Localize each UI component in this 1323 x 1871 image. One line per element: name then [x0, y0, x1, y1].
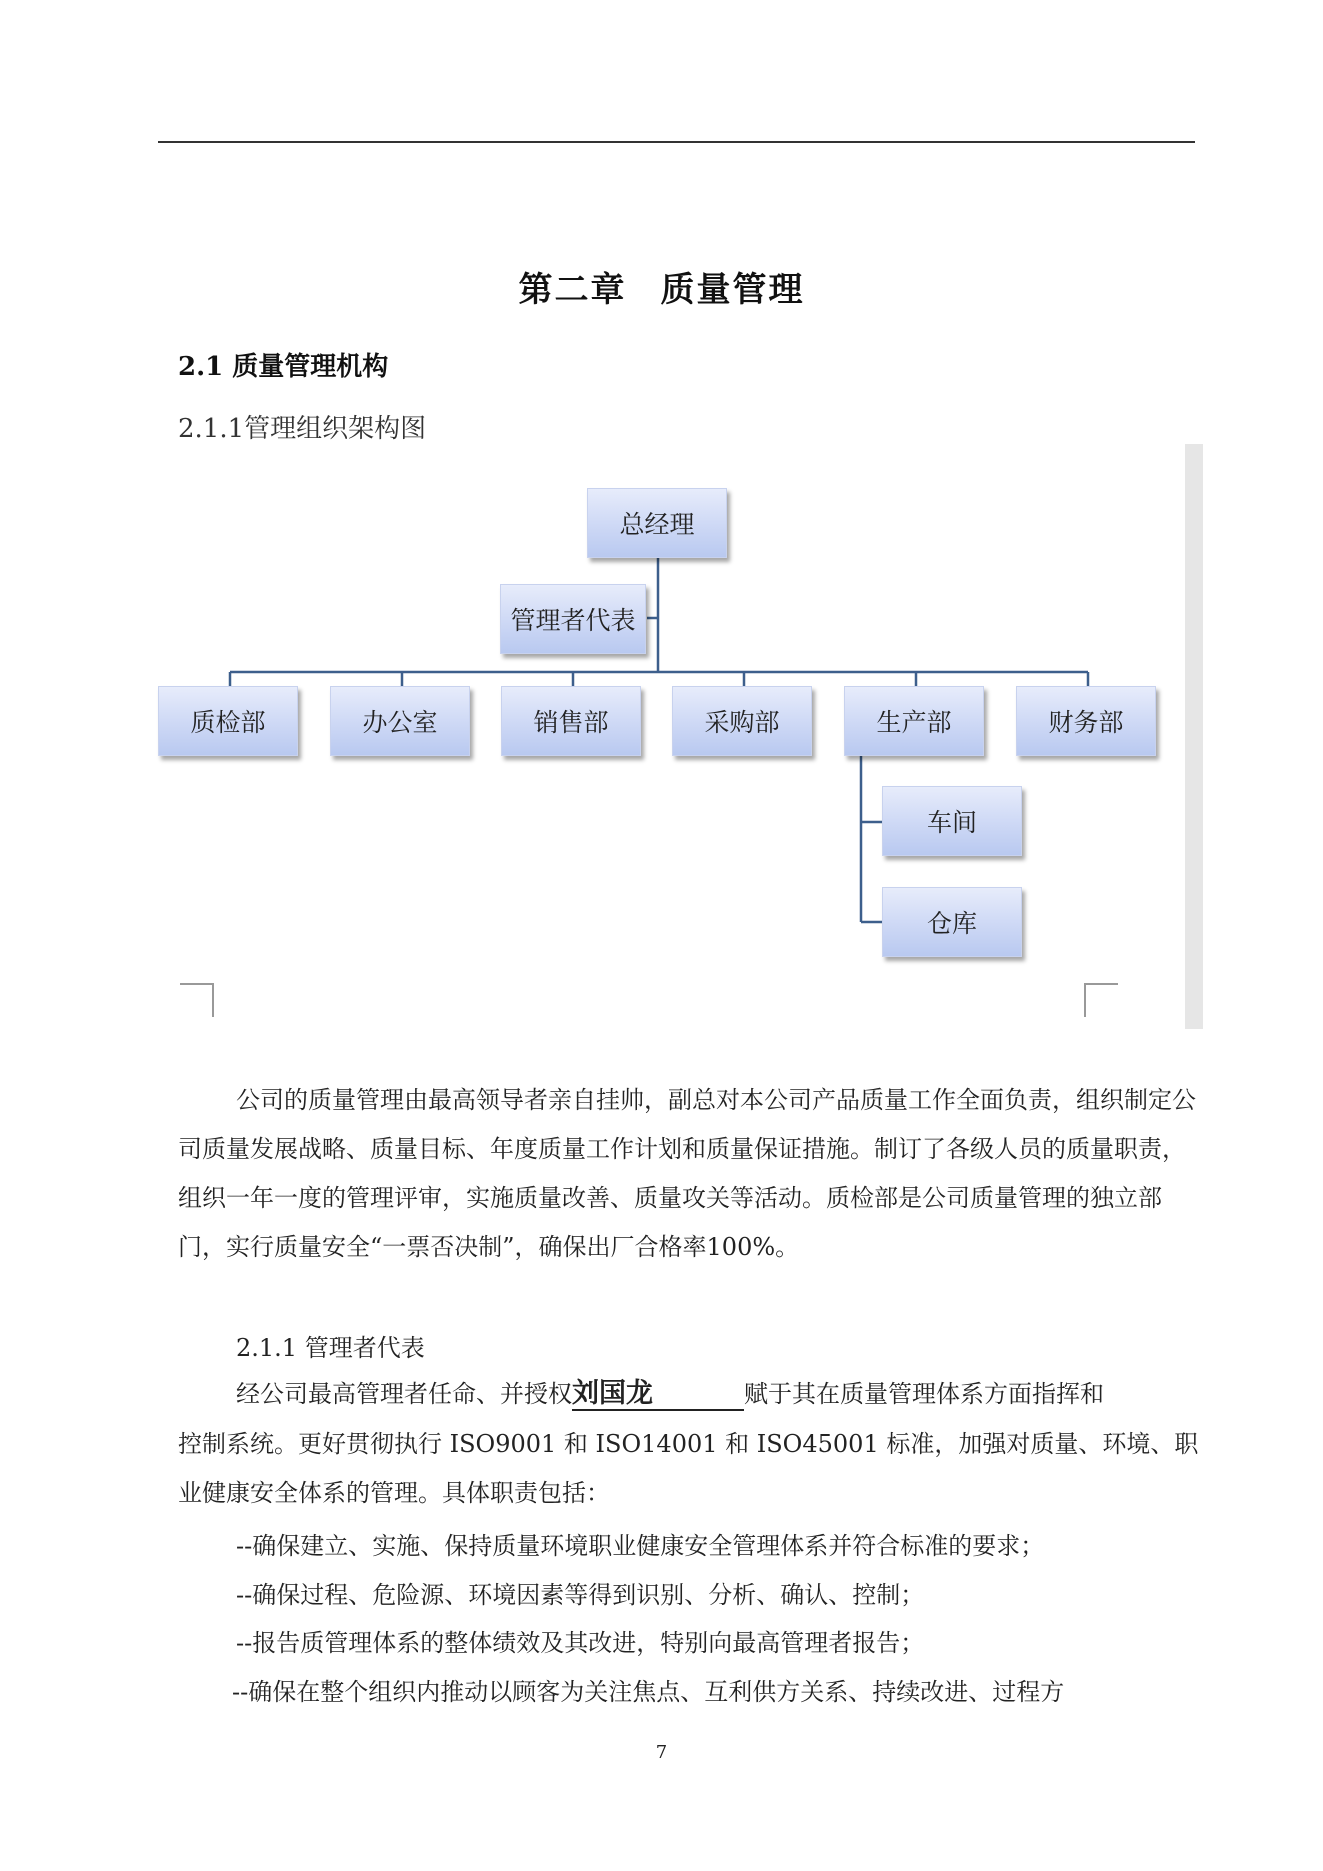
- chapter-number: 第二章: [518, 270, 627, 310]
- duty-item: --确保在整个组织内推动以顾客为关注焦点、互利供方关系、持续改进、过程方: [232, 1678, 1065, 1706]
- section-heading: 2.1 质量管理机构: [178, 352, 389, 382]
- quality-management-paragraph: 公司的质量管理由最高领导者亲自挂帅，副总对本公司产品质量工作全面负责，组织制定公司质量发展战略、质量目标、年度质量工作计划和质量保证措施。制订了各级人员的质量职责，组织一年一度的管理评审，实施质量改善、质量攻关等活动。质检部是公司质量管理的独立部门，实行质量安全“一票否决制”，确保出厂合格率100%。: [178, 1086, 1196, 1261]
- node-management-representative: 管理者代表: [500, 584, 646, 654]
- page-number: 7: [655, 1742, 668, 1763]
- node-department: 销售部: [501, 686, 641, 756]
- node-workshop: 车间: [882, 786, 1022, 856]
- duty-item: --确保过程、危险源、环境因素等得到识别、分析、确认、控制；: [236, 1581, 925, 1609]
- node-department: 办公室: [330, 686, 470, 756]
- representative-name: 刘国龙: [572, 1379, 744, 1411]
- duty-item: --报告质管理体系的整体绩效及其改进，特别向最高管理者报告；: [236, 1629, 925, 1657]
- org-chart: [150, 444, 1200, 1030]
- appointment-suffix: 赋于其在质量管理体系方面指挥和: [744, 1380, 1104, 1408]
- appointment-prefix: 经公司最高管理者任命、并授权: [236, 1380, 572, 1408]
- node-department: 生产部: [844, 686, 984, 756]
- appointment-line: [236, 1374, 1104, 1411]
- node-department: 质检部: [158, 686, 298, 756]
- node-general-manager: 总经理: [587, 488, 727, 558]
- node-department: 财务部: [1016, 686, 1156, 756]
- chapter-title: [0, 262, 1323, 311]
- header-rule: [158, 141, 1195, 143]
- duty-item: --确保建立、实施、保持质量环境职业健康安全管理体系并符合标准的要求；: [236, 1532, 1045, 1560]
- subheading-management-representative: 2.1.1 管理者代表: [236, 1334, 425, 1362]
- chapter-name: 质量管理: [660, 270, 805, 310]
- subsection-heading: 2.1.1管理组织架构图: [178, 414, 427, 444]
- standards-paragraph: 控制系统。更好贯彻执行 ISO9001 和 ISO14001 和 ISO45001 标准，加强对质量、环境、职业健康安全体系的管理。具体职责包括：: [178, 1430, 1199, 1507]
- node-department: 采购部: [672, 686, 812, 756]
- node-warehouse: 仓库: [882, 887, 1022, 957]
